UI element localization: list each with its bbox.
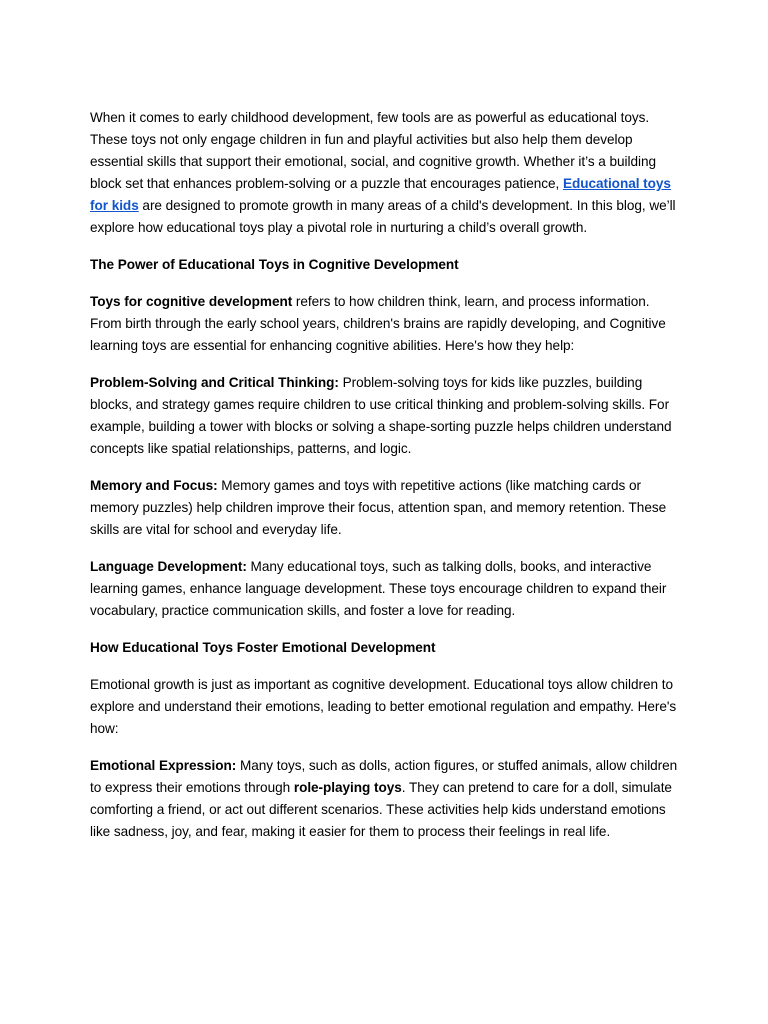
role-playing-toys-bold: role-playing toys — [293, 780, 402, 795]
problem-solving-text: Problem-solving toys for kids like puzzles, building blocks, and strategy games require children to use critical thinking and problem-solving skills. For example, building a tower with blocks or solving a shape-sorting puzzle helps children understand concepts like spatial relationships, patterns, and logic. — [90, 375, 672, 456]
emotional-expression-text-before: Many toys, such as dolls, action figures, or stuffed animals, allow children to express their emotions through — [90, 758, 678, 795]
emotional-expression-paragraph — [90, 755, 680, 843]
intro-text-after: are designed to promote growth in many areas of a child's development. In this blog, we’ll explore how educational toys play a pivotal role in nurturing a child’s overall growth. — [90, 198, 676, 235]
memory-focus-paragraph — [90, 475, 680, 541]
section1-intro-text: refers to how children think, learn, and process information. From birth through the early school years, children's brains are rapidly developing, and Cognitive learning toys are essential for enhancing cognitive abilities. Here's how they help: — [90, 294, 666, 353]
document-body — [90, 107, 680, 858]
intro-paragraph — [90, 107, 680, 239]
memory-focus-title: Memory and Focus: — [90, 478, 218, 493]
section2-heading: How Educational Toys Foster Emotional Development — [90, 640, 436, 655]
section1-intro-bold: Toys for cognitive development — [90, 294, 293, 309]
emotional-expression-text-after: . They can pretend to care for a doll, simulate comforting a friend, or act out different scenarios. These activities help kids understand emotions like sadness, joy, and fear, making it easier for them to process their feelings in real life. — [90, 780, 672, 839]
problem-solving-paragraph — [90, 372, 680, 460]
language-development-text: Many educational toys, such as talking dolls, books, and interactive learning games, enhance language development. These toys encourage children to expand their vocabulary, practice communication skills, and foster a love for reading. — [90, 559, 667, 618]
educational-toys-link[interactable]: Educational toys for kids — [90, 176, 671, 213]
emotional-expression-title: Emotional Expression: — [90, 758, 237, 773]
section2-intro-paragraph: Emotional growth is just as important as cognitive development. Educational toys allow children to explore and understand their emotions, leading to better emotional regulation and empathy. Here's how: — [90, 677, 677, 736]
language-development-paragraph — [90, 556, 680, 622]
language-development-title: Language Development: — [90, 559, 247, 574]
memory-focus-text: Memory games and toys with repetitive actions (like matching cards or memory puzzles) help children improve their focus, attention span, and memory retention. These skills are vital for school and everyday life. — [90, 478, 667, 537]
section1-intro-paragraph — [90, 291, 680, 357]
intro-text-before: When it comes to early childhood development, few tools are as powerful as educational toys. These toys not only engage children in fun and playful activities but also help them develop essential skills that support their emotional, social, and cognitive growth. Whether it’s a building block set that enhances problem-solving or a puzzle that encourages patience, — [90, 110, 656, 191]
problem-solving-title: Problem-Solving and Critical Thinking: — [90, 375, 339, 390]
section1-heading: The Power of Educational Toys in Cognitive Development — [90, 257, 459, 272]
